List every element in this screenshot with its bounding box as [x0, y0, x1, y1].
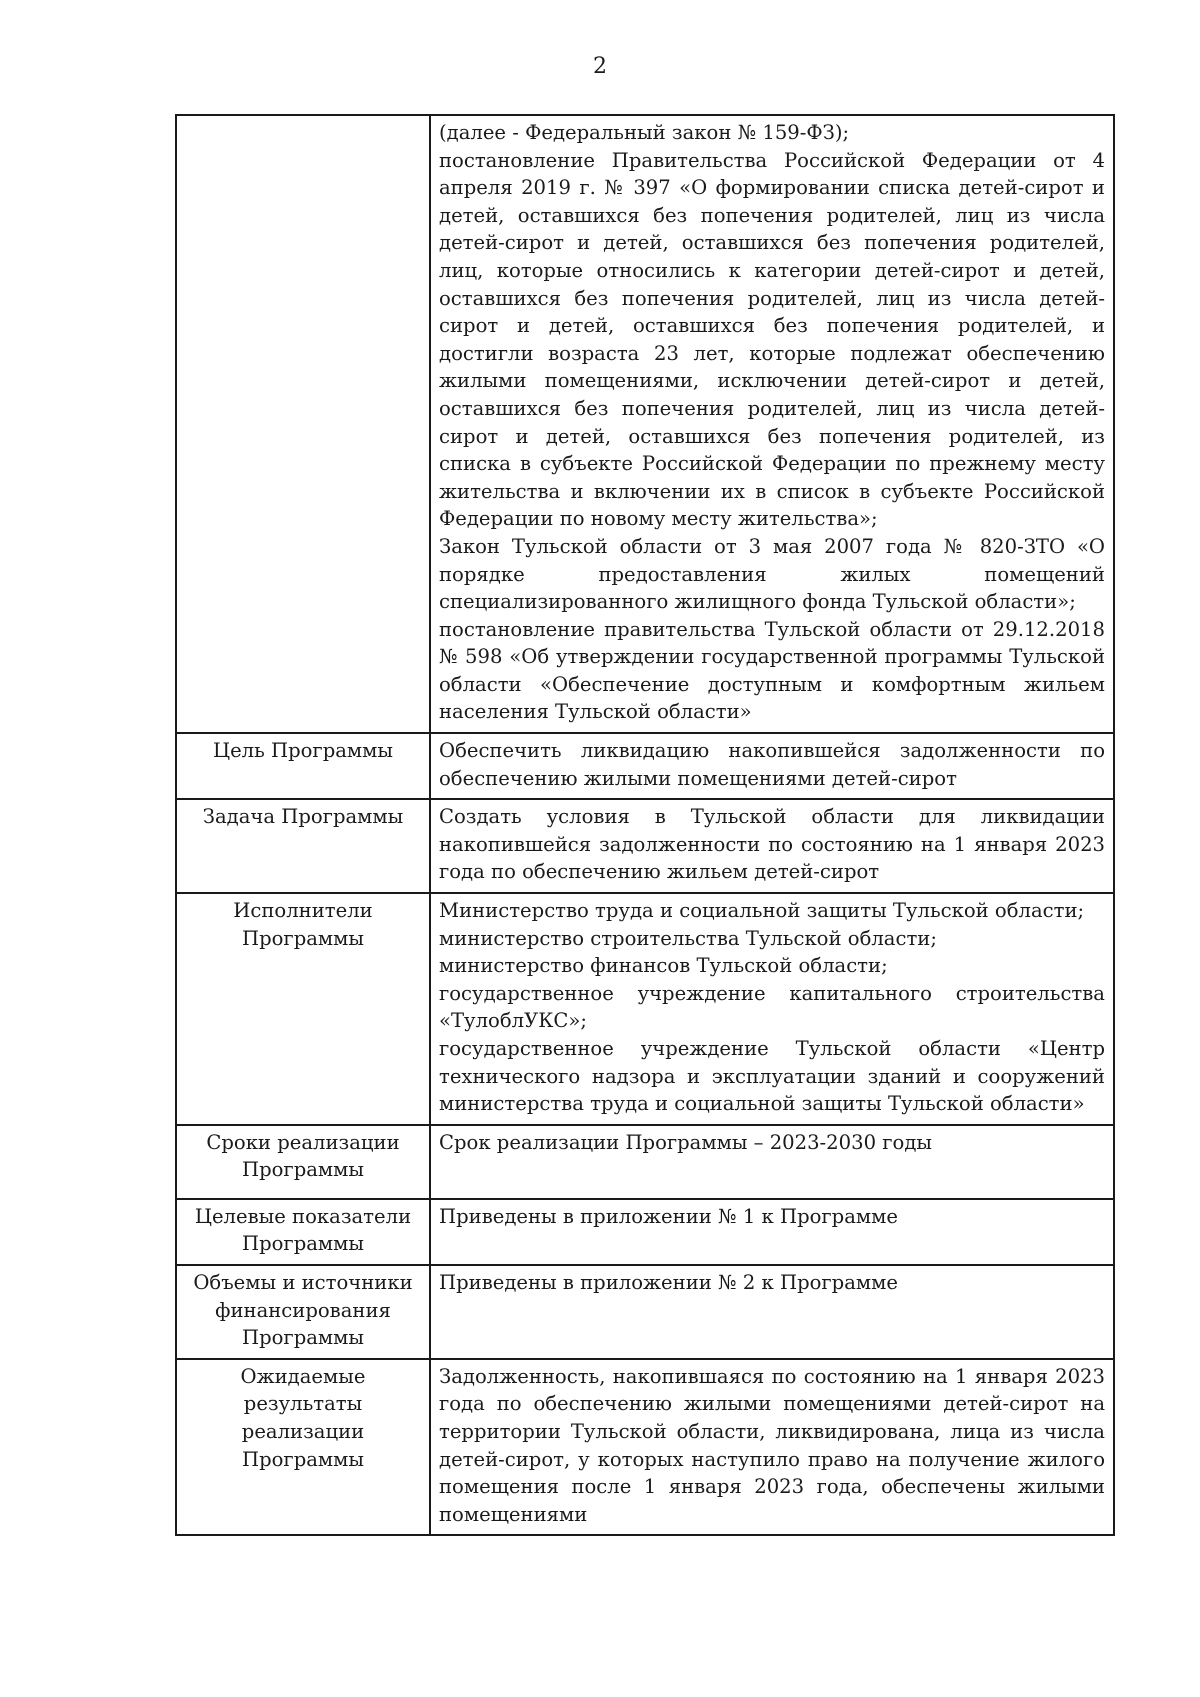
- row-content: [430, 115, 1114, 733]
- table-row-goal: [176, 733, 1114, 799]
- content-paragraph: министерство финансов Тульской области;: [439, 954, 888, 978]
- table-row-funding: [176, 1265, 1114, 1359]
- table-row-indicators: [176, 1199, 1114, 1265]
- row-label: Цель Программы: [176, 733, 430, 799]
- row-label: Ожидаемые результаты реализации Программы: [176, 1359, 430, 1536]
- content-paragraph: Приведены в приложении № 2 к Программе: [439, 1270, 898, 1294]
- row-label: Сроки реализации Программы: [176, 1125, 430, 1199]
- row-label: Задача Программы: [176, 799, 430, 893]
- row-content: [430, 1199, 1114, 1265]
- content-paragraph: Создать условия в Тульской области для ликвидации накопившейся задолженности по состоянию на 1 января 2023 года по обеспечению жильем детей-сирот: [439, 805, 1105, 884]
- content-paragraph: государственное учреждение Тульской области «Центр технического надзора и эксплуатации зданий и сооружений министерства труда и социальной защиты Тульской области»: [439, 1037, 1105, 1116]
- table-row-legal-basis: [176, 115, 1114, 733]
- content-paragraph: постановление правительства Тульской области от 29.12.2018 № 598 «Об утверждении государственной программы Тульской области «Обеспечение доступным и комфортным жильем населения Тульской области»: [439, 617, 1105, 724]
- row-content: [430, 893, 1114, 1125]
- content-paragraph: Министерство труда и социальной защиты Тульской области;: [439, 899, 1085, 923]
- content-paragraph: постановление Правительства Российской Федерации от 4 апреля 2019 г. № 397 «О формировании списка детей-сирот и детей, оставшихся без попечения родителей, лиц из числа детей-сирот и детей, оставшихся без попечения родителей, лиц, которые относились к категории детей-сирот и детей, оставшихся без попечения родителей, лиц из числа детей-сирот и детей, оставшихся без попечения родителей, и достигли возраста 23 лет, которые подлежат обеспечению жилыми помещениями, исключении детей-сирот и детей, оставшихся без попечения родителей, лиц из числа детей-сирот и детей, оставшихся без попечения родителей, из списка в субъекте Российской Федерации по прежнему месту жительства и включении их в список в субъекте Российской Федерации по новому месту жительства»;: [439, 148, 1105, 531]
- table-row-task: [176, 799, 1114, 893]
- content-paragraph: государственное учреждение капитального строительства «ТулоблУКС»;: [439, 981, 1105, 1033]
- content-paragraph: Обеспечить ликвидацию накопившейся задолженности по обеспечению жилыми помещениями детей-сирот: [439, 739, 1105, 790]
- content-paragraph: Приведены в приложении № 1 к Программе: [439, 1204, 898, 1228]
- content-paragraph: Срок реализации Программы – 2023-2030 годы: [439, 1130, 932, 1154]
- row-label: Целевые показатели Программы: [176, 1199, 430, 1265]
- table-row-expected-results: [176, 1359, 1114, 1536]
- row-content: [430, 1125, 1114, 1199]
- row-label: Исполнители Программы: [176, 893, 430, 1125]
- table-row-timeline: [176, 1125, 1114, 1199]
- row-content: [430, 799, 1114, 893]
- page-number: 2: [593, 54, 607, 79]
- content-paragraph: министерство строительства Тульской области;: [439, 926, 937, 950]
- content-paragraph: Задолженность, накопившаяся по состоянию на 1 января 2023 года по обеспечению жилыми помещениями детей-сирот на территории Тульской области, ликвидирована, лица из числа детей-сирот, у которых наступило право на получение жилого помещения после 1 января 2023 года, обеспечены жилыми помещениями: [439, 1364, 1105, 1526]
- row-label: [176, 115, 430, 733]
- row-content: [430, 1265, 1114, 1359]
- row-content: [430, 733, 1114, 799]
- content-paragraph: Закон Тульской области от 3 мая 2007 года № 820-ЗТО «О порядке предоставления жилых помещений специализированного жилищного фонда Тульской области»;: [439, 534, 1105, 614]
- table-row-executors: [176, 893, 1114, 1125]
- content-paragraph: (далее - Федеральный закон № 159-ФЗ);: [439, 121, 850, 144]
- row-content: [430, 1359, 1114, 1536]
- row-label: Объемы и источники финансирования Программы: [176, 1265, 430, 1359]
- program-passport-table: [175, 114, 1115, 1536]
